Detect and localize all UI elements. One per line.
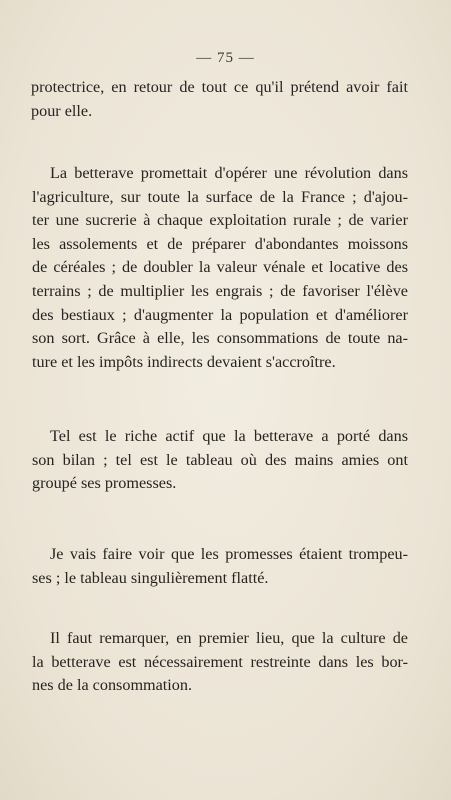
text-line: protectrice, en retour de tout ce qu'il prétend avoir fait <box>31 78 408 96</box>
paragraph <box>32 162 408 374</box>
text-line: l'agriculture, sur toute la surface de la France ; d'ajou- <box>32 187 408 206</box>
text-line: terrains ; de multiplier les engrais ; de favoriser l'élève <box>32 281 408 300</box>
paragraph <box>32 543 408 590</box>
text-line: ture et les impôts indirects devaient s'accroître. <box>32 352 336 371</box>
text-line: son bilan ; tel est le tableau où des mains amies ont <box>32 450 408 469</box>
text-line: des bestiaux ; d'augmenter la population et d'améliorer <box>32 305 408 324</box>
text-line: son sort. Grâce à elle, les consommations de toute na- <box>32 329 408 348</box>
text-line: les assolements et de préparer d'abondantes moissons <box>32 234 408 253</box>
text-line: La betterave promettait d'opérer une révolution dans <box>50 164 408 182</box>
text-line: pour elle. <box>31 101 93 120</box>
page-number: — 75 — <box>196 50 255 66</box>
text-line: groupé ses promesses. <box>32 474 177 493</box>
paragraph <box>32 425 408 496</box>
text-line: nes de la consommation. <box>32 676 193 695</box>
paragraph <box>32 627 408 698</box>
text-line: Je vais faire voir que les promesses étaient trompeu- <box>50 545 408 563</box>
text-line: de céréales ; de doubler la valeur vénale et locative des <box>32 258 408 277</box>
text-line: ter une sucrerie à chaque exploitation rurale ; de varier <box>32 211 408 230</box>
paragraph-continuation <box>32 76 408 123</box>
text-line: Il faut remarquer, en premier lieu, que la culture de <box>50 629 408 647</box>
text-line: Tel est le riche actif que la betterave a porté dans <box>50 427 408 445</box>
text-line: la betterave est nécessairement restreinte dans les bor- <box>32 652 408 671</box>
text-line: ses ; le tableau singulièrement flatté. <box>32 568 269 587</box>
